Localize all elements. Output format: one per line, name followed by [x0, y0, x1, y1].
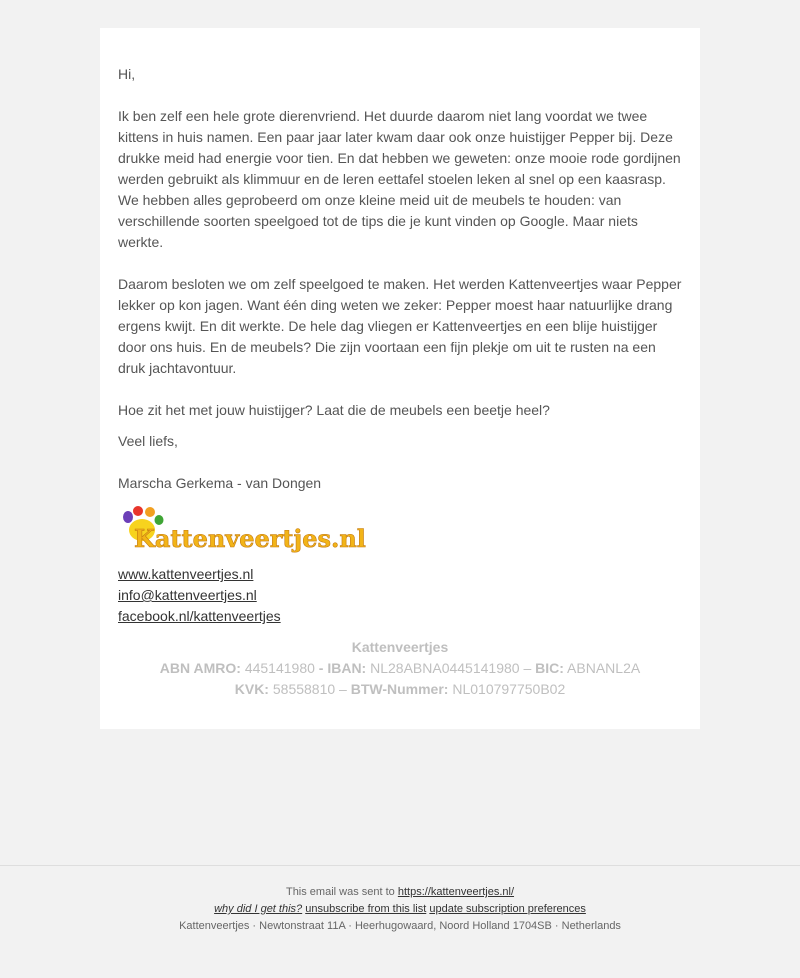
- company-info: [118, 637, 682, 700]
- paragraph-question: Hoe zit het met jouw huistijger? Laat die de meubels een beetje heel?: [118, 402, 550, 418]
- website-link[interactable]: www.kattenveertjes.nl: [118, 566, 254, 582]
- email-card: [100, 28, 700, 729]
- bic-label: BIC:: [535, 660, 564, 676]
- company-name: Kattenveertjes: [351, 639, 449, 655]
- greeting: Hi,: [118, 66, 136, 82]
- unsubscribe-link[interactable]: unsubscribe from this list: [305, 903, 427, 915]
- iban-label: - IBAN:: [318, 660, 367, 676]
- signature: Marscha Gerkema - van Dongen: [118, 475, 322, 491]
- update-preferences-link[interactable]: update subscription preferences: [429, 903, 586, 915]
- abn-value: 445141980: [244, 660, 315, 676]
- btw-value: NL010797750B02: [452, 681, 566, 697]
- footer-divider: [0, 865, 800, 866]
- iban-value: NL28ABNA0445141980 –: [370, 660, 532, 676]
- email-footer: [0, 884, 800, 935]
- sent-to-link[interactable]: https://kattenveertjes.nl/: [397, 886, 515, 898]
- sent-to-text: This email was sent to: [285, 886, 395, 898]
- postal-address: Kattenveertjes · Newtonstraat 11A · Heerhugowaard, Noord Holland 1704SB · Netherlands: [179, 920, 621, 932]
- facebook-link[interactable]: facebook.nl/kattenveertjes: [118, 608, 281, 624]
- why-link[interactable]: why did I get this?: [214, 903, 303, 915]
- kvk-value: 58558810 –: [272, 681, 347, 697]
- kvk-label: KVK:: [234, 681, 269, 697]
- email-link[interactable]: info@kattenveertjes.nl: [118, 587, 257, 603]
- paragraph-solution: Daarom besloten we om zelf speelgoed te maken. Het werden Kattenveertjes waar Pepper lekker op kon jagen. Want één ding weten we zeker: Pepper moest haar natuurlijke drang ergens kwijt. En dit werkte. De hele dag vliegen er Kattenveertjes en een blije huistijger door ons huis. En de meubels? Die zijn voortaan een fijn plekje om uit te rusten na een druk jachtavontuur.: [118, 276, 682, 376]
- abn-label: ABN AMRO:: [159, 660, 241, 676]
- contact-links: [118, 564, 281, 627]
- kattenveertjes-logo: [118, 506, 366, 554]
- btw-label: BTW-Nummer:: [350, 681, 449, 697]
- paragraph-story: Ik ben zelf een hele grote dierenvriend. Het duurde daarom niet lang voordat we twee kittens in huis namen. Een paar jaar later kwam daar ook onze huistijger Pepper bij. Deze drukke meid had energie voor tien. En dat hebben we geweten: onze mooie rode gordijnen werden gebruikt als klimmuur en de leren eettafel stoelen leken al snel op een kaasrasp. We hebben alles geprobeerd om onze kleine meid uit de meubels te houden: van verschillende soorten speelgoed tot de tips die je kunt vinden op Google. Maar niets werkte.: [118, 108, 681, 250]
- closing: Veel liefs,: [118, 433, 178, 449]
- bic-value: ABNANL2A: [567, 660, 641, 676]
- logo-text: Kattenveertjes.nl: [134, 524, 366, 553]
